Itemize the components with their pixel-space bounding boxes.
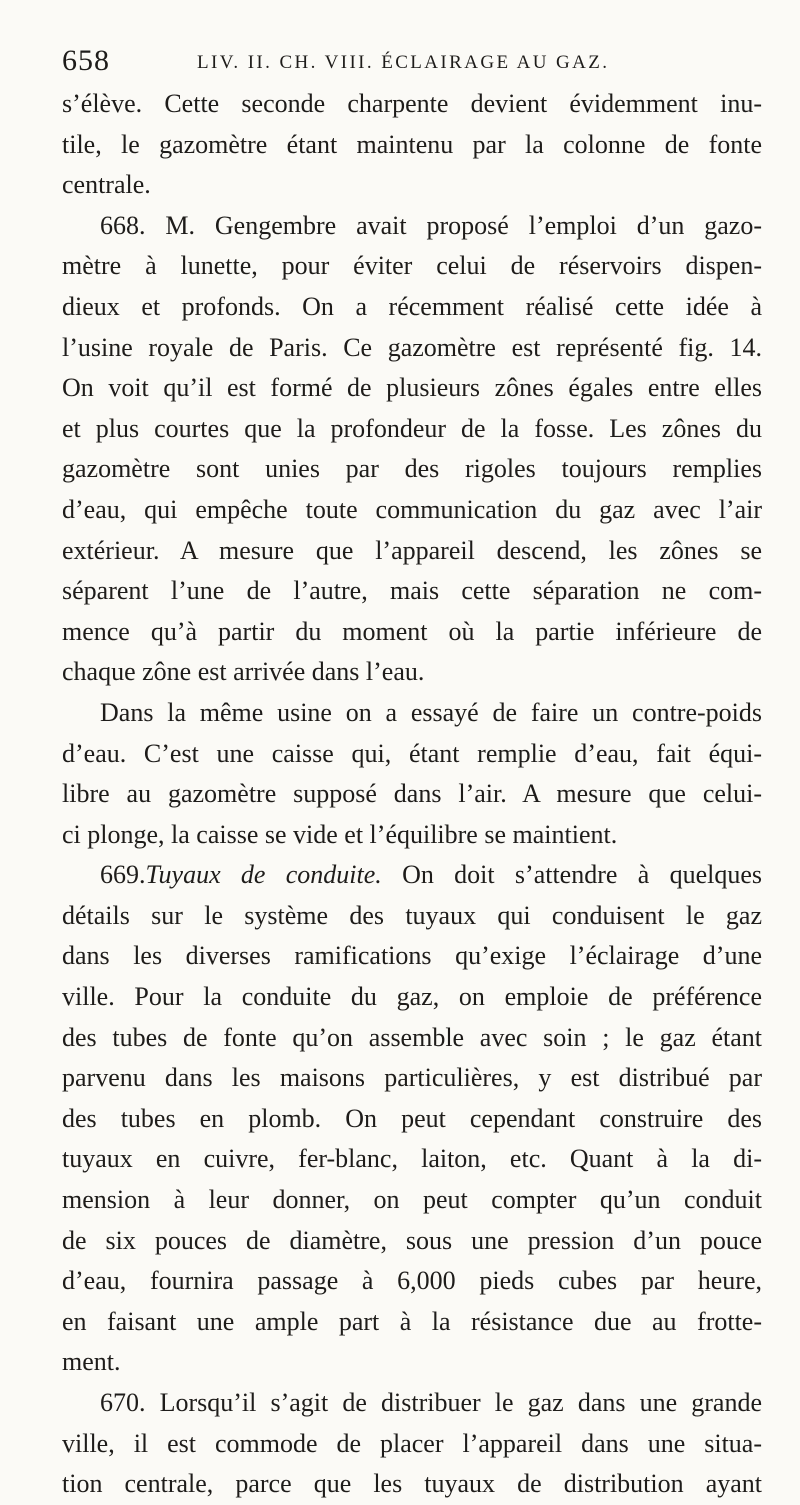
text-line: mension à leur donner, on peut compter qu’un conduit [62,1185,762,1215]
text-line: tile, le gazomètre étant maintenu par la colonne de fonte [62,129,762,159]
text-line: ment. [62,1347,121,1377]
text-line: en faisant une ample part à la résistance due au frotte- [62,1306,762,1336]
text-line: ville, il est commode de placer l’appareil dans une situa- [62,1428,762,1458]
running-head [62,44,762,80]
text-line: mence qu’à partir du moment où la partie inférieure de [62,616,762,646]
section-number-669: 669. [100,860,146,890]
text-line: centrale. [62,170,151,200]
text-line: d’eau, qui empêche toute communication du gaz avec l’air [62,494,762,524]
book-page [62,44,762,1499]
text-line: détails sur le système des tuyaux qui conduisent le gaz [62,900,762,930]
text-line: l’usine royale de Paris. Ce gazomètre est représenté fig. 14. [62,332,762,362]
page-number: 658 [62,44,110,77]
text-line: extérieur. A mesure que l’appareil descend, les zônes se [62,535,762,565]
text-line: d’eau. C’est une caisse qui, étant remplie d’eau, fait équi- [62,738,762,768]
text-line: s’élève. Cette seconde charpente devient évidemment inu- [62,89,762,118]
text-line: d’eau, fournira passage à 6,000 pieds cubes par heure, [62,1266,762,1296]
text-line: parvenu dans les maisons particulières, y est distribué par [62,1063,762,1093]
text-line: dieux et profonds. On a récemment réalisé cette idée à [62,291,762,321]
text-line: de six pouces de diamètre, sous une pression d’un pouce [62,1225,762,1255]
text-line: et plus courtes que la profondeur de la fosse. Les zônes du [62,413,762,443]
paragraph-668-start: 668. M. Gengembre avait proposé l’emploi d’un gazo- [100,210,762,240]
text-line: dans les diverses ramifications qu’exige l’éclairage d’une [62,941,762,971]
section-title-669: Tuyaux de conduite. [145,860,382,890]
text-line: séparent l’une de l’autre, mais cette séparation ne com- [62,576,762,606]
text-line: mètre à lunette, pour éviter celui de réservoirs dispen- [62,251,762,281]
paragraph-669-start [62,855,762,896]
body-text [62,84,762,1505]
text-line: gazomètre sont unies par des rigoles toujours remplies [62,454,762,484]
text-line: chaque zône est arrivée dans l’eau. [62,657,425,687]
text-line: tion centrale, parce que les tuyaux de distribution ayant [62,1469,762,1499]
paragraph-670-start: 670. Lorsqu’il s’agit de distribuer le gaz dans une grande [100,1388,762,1417]
text-line: On voit qu’il est formé de plusieurs zônes égales entre elles [62,373,762,403]
running-title: LIV. II. CH. VIII. ÉCLAIRAGE AU GAZ. [197,52,610,73]
text-line: des tubes en plomb. On peut cependant construire des [62,1103,762,1133]
section-text-669: On doit s’attendre à quelques [381,860,762,890]
text-line: tuyaux en cuivre, fer-blanc, laiton, etc. Quant à la di- [62,1144,762,1174]
text-line: ville. Pour la conduite du gaz, on emploie de préférence [62,982,762,1012]
text-line: des tubes de fonte qu’on assemble avec soin ; le gaz étant [62,1022,762,1052]
text-line: ci plonge, la caisse se vide et l’équilibre se maintient. [62,819,618,849]
text-line: libre au gazomètre supposé dans l’air. A mesure que celui- [62,779,762,809]
paragraph-contre-poids-start: Dans la même usine on a essayé de faire un contre-poids [100,697,762,727]
